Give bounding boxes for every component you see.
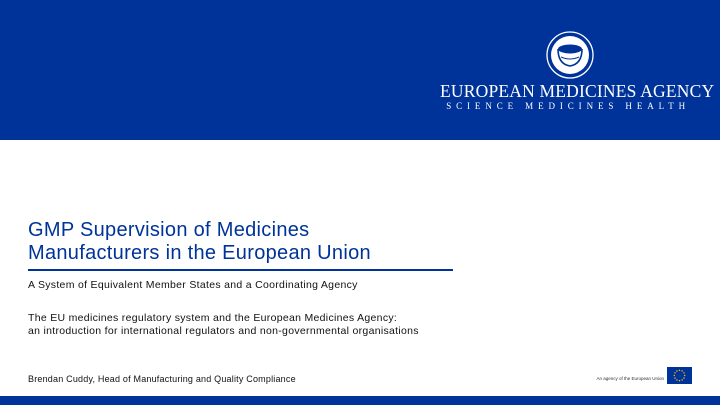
eu-star-icon <box>683 372 684 373</box>
slide-title <box>28 219 468 265</box>
agency-name: EUROPEAN MEDICINES AGENCY <box>440 81 715 101</box>
footer-bar <box>0 396 720 405</box>
slide-subtitle: A System of Equivalent Member States and a Coordinating Agency <box>28 279 358 291</box>
eu-star-icon <box>676 379 677 380</box>
eu-agency-label: An agency of the European Union <box>596 376 664 381</box>
intro-line1: The EU medicines regulatory system and the European Medicines Agency: <box>28 312 398 324</box>
eu-star-icon <box>683 377 684 378</box>
eu-star-icon <box>674 377 675 378</box>
eu-star-icon <box>681 379 682 380</box>
eu-star-icon <box>674 372 675 373</box>
slide-title-line2: Manufacturers in the European Union <box>28 242 371 264</box>
intro-line2: an introduction for international regulators and non-governmental organisations <box>28 325 419 337</box>
title-divider <box>28 269 453 271</box>
eu-star-icon <box>674 375 675 376</box>
eu-flag-icon <box>667 367 692 384</box>
header-banner <box>0 0 720 140</box>
eu-star-icon <box>676 370 677 371</box>
eu-star-icon <box>681 370 682 371</box>
eu-star-icon <box>684 375 685 376</box>
ema-logo-icon <box>545 30 595 80</box>
eu-star-icon <box>679 380 680 381</box>
agency-tagline: SCIENCE MEDICINES HEALTH <box>446 101 690 111</box>
slide-intro <box>28 312 419 338</box>
slide-title-line1: GMP Supervision of Medicines <box>28 219 310 241</box>
eu-star-icon <box>679 370 680 371</box>
author-credit: Brendan Cuddy, Head of Manufacturing and Quality Compliance <box>28 374 296 384</box>
